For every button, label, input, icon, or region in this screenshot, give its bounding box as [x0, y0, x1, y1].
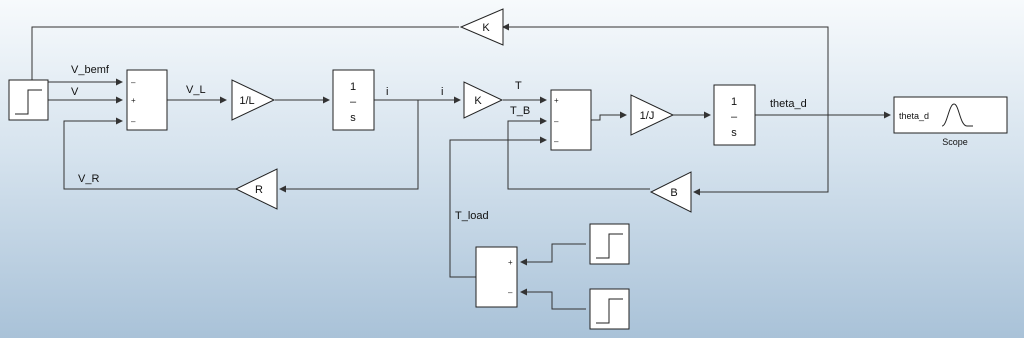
integrator-block-2[interactable] — [714, 85, 755, 145]
int1-denominator: s — [350, 112, 356, 124]
gain-block-r[interactable] — [236, 169, 277, 209]
sum-block-2[interactable] — [551, 90, 591, 150]
sum-block-3[interactable] — [476, 247, 517, 307]
sum-block-1[interactable] — [127, 70, 167, 130]
wire-step3 — [521, 244, 586, 262]
scope-port-label: theta_d — [899, 111, 930, 121]
wire-sum2-out — [591, 115, 626, 120]
gain-block-k-top[interactable] — [461, 9, 503, 45]
gain-b-label: B — [670, 187, 678, 199]
label-t-b: T_B — [510, 105, 531, 117]
gain-r-label: R — [255, 184, 263, 196]
label-v-bemf: V_bemf — [71, 64, 109, 76]
sum1-port-3: – — [131, 117, 136, 126]
step-block-3[interactable] — [590, 224, 629, 264]
scope-name-label: Scope — [942, 137, 968, 147]
label-i-1: i — [386, 86, 389, 98]
sum3-port-1: + — [508, 258, 513, 267]
gain-k-top-label: K — [482, 22, 490, 34]
int2-denominator: s — [731, 127, 737, 139]
label-t: T — [515, 80, 522, 92]
gain-block-inv-j[interactable] — [631, 95, 673, 135]
scope-block[interactable] — [894, 97, 1007, 147]
int1-numerator: 1 — [349, 81, 357, 93]
int2-bar: – — [730, 111, 738, 123]
label-v: V — [71, 86, 79, 98]
gain-k-mid-label: K — [474, 95, 482, 107]
gain-inv-l-label: 1/L — [239, 95, 255, 107]
step-block-4[interactable] — [590, 289, 629, 329]
label-theta-d: theta_d — [770, 98, 807, 110]
sum1-port-1: – — [131, 78, 136, 87]
sum2-port-2: – — [554, 117, 559, 126]
sum2-port-1: + — [554, 96, 559, 105]
sum1-port-2: + — [131, 96, 136, 105]
label-t-load: T_load — [455, 210, 489, 222]
gain-block-inv-l[interactable] — [232, 80, 274, 120]
label-i-2: i — [441, 86, 444, 98]
gain-block-b[interactable] — [651, 172, 691, 212]
gain-block-k-mid[interactable] — [464, 82, 502, 118]
gain-inv-j-label: 1/J — [639, 110, 655, 122]
sum3-port-2: – — [508, 288, 513, 297]
label-v-r: V_R — [78, 173, 100, 185]
sum2-port-3: – — [554, 137, 559, 146]
label-v-l: V_L — [186, 84, 206, 96]
int1-bar: – — [349, 96, 357, 108]
integrator-block-1[interactable] — [333, 70, 374, 130]
step-block-1[interactable] — [9, 80, 48, 120]
wire-step4 — [521, 292, 586, 309]
int2-numerator: 1 — [730, 96, 738, 108]
